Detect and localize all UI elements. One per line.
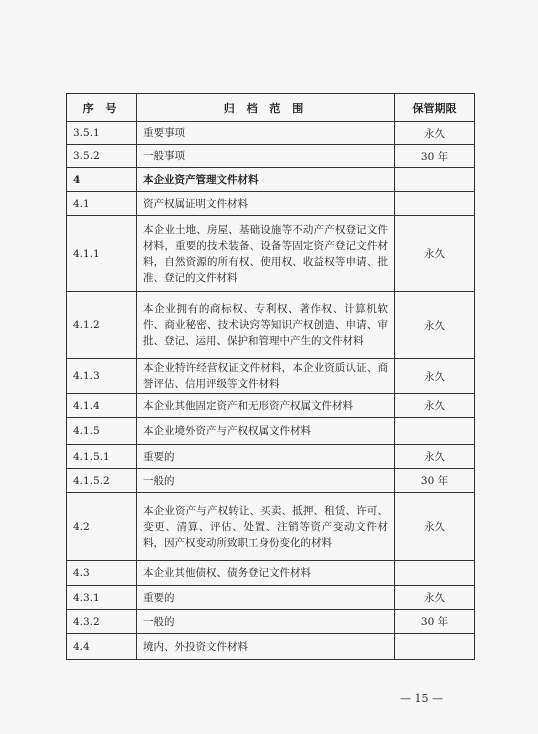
table-row <box>67 216 475 292</box>
row-scope: 一般的 <box>137 469 395 493</box>
table-header-row <box>67 94 475 122</box>
row-scope: 重要的 <box>137 445 395 469</box>
row-retention: 永久 <box>395 359 475 394</box>
row-scope: 一般事项 <box>137 145 395 168</box>
row-retention <box>395 561 475 586</box>
archive-scope-table <box>66 93 475 660</box>
row-retention: 永久 <box>395 394 475 418</box>
row-scope: 本企业土地、房屋、基础设施等不动产产权登记文件材料，重要的技术装备、设备等固定资产登记文件材料，自然资源的所有权、使用权、收益权等申请、批准、登记的文件材料 <box>137 216 395 292</box>
row-number: 4.1.2 <box>67 292 137 359</box>
row-number: 4.1.5.2 <box>67 469 137 493</box>
row-scope: 资产权属证明文件材料 <box>137 192 395 216</box>
row-number: 4.4 <box>67 634 137 660</box>
row-number: 4.3.2 <box>67 610 137 634</box>
page-number: — 15 — <box>400 692 443 705</box>
row-scope: 本企业特许经营权证文件材料，本企业资质认证、商誉评估、信用评级等文件材料 <box>137 359 395 394</box>
table-row <box>67 561 475 586</box>
table-row <box>67 168 475 192</box>
table-row <box>67 292 475 359</box>
row-retention: 永久 <box>395 586 475 610</box>
table-row <box>67 610 475 634</box>
row-scope: 本企业资产与产权转让、买卖、抵押、租赁、许可、变更、清算、评估、处置、注销等资产变动文件材料，因产权变动所致职工身份变化的材料 <box>137 493 395 561</box>
row-retention: 永久 <box>395 122 475 145</box>
row-number: 4.1 <box>67 192 137 216</box>
table-row <box>67 418 475 445</box>
row-number: 4 <box>67 168 137 192</box>
row-retention <box>395 418 475 445</box>
row-retention: 30 年 <box>395 469 475 493</box>
table-row <box>67 359 475 394</box>
row-number: 4.1.5 <box>67 418 137 445</box>
row-retention: 永久 <box>395 292 475 359</box>
row-number: 4.3 <box>67 561 137 586</box>
row-retention: 30 年 <box>395 610 475 634</box>
table-row <box>67 634 475 660</box>
table-row <box>67 493 475 561</box>
row-number: 4.1.1 <box>67 216 137 292</box>
table-row <box>67 586 475 610</box>
row-number: 3.5.1 <box>67 122 137 145</box>
row-scope: 本企业其他固定资产和无形资产权属文件材料 <box>137 394 395 418</box>
header-scope: 归 档 范 围 <box>137 94 395 122</box>
table-row <box>67 192 475 216</box>
row-number: 4.1.3 <box>67 359 137 394</box>
table-row <box>67 469 475 493</box>
table-row <box>67 394 475 418</box>
row-scope: 本企业拥有的商标权、专利权、著作权、计算机软件、商业秘密、技术诀窍等知识产权创造、申请、审批、登记、运用、保护和管理中产生的文件材料 <box>137 292 395 359</box>
row-scope: 重要的 <box>137 586 395 610</box>
row-number: 4.1.4 <box>67 394 137 418</box>
row-number: 4.2 <box>67 493 137 561</box>
row-retention <box>395 168 475 192</box>
row-scope: 本企业资产管理文件材料 <box>137 168 395 192</box>
table-row <box>67 122 475 145</box>
row-retention <box>395 192 475 216</box>
table-row <box>67 145 475 168</box>
row-number: 3.5.2 <box>67 145 137 168</box>
row-scope: 本企业其他债权、债务登记文件材料 <box>137 561 395 586</box>
row-retention: 永久 <box>395 493 475 561</box>
row-scope: 重要事项 <box>137 122 395 145</box>
table-body <box>67 122 475 660</box>
row-scope: 本企业境外资产与产权权属文件材料 <box>137 418 395 445</box>
row-retention: 30 年 <box>395 145 475 168</box>
row-retention <box>395 634 475 660</box>
row-retention: 永久 <box>395 445 475 469</box>
row-number: 4.1.5.1 <box>67 445 137 469</box>
row-retention: 永久 <box>395 216 475 292</box>
header-retention: 保管期限 <box>395 94 475 122</box>
row-scope: 境内、外投资文件材料 <box>137 634 395 660</box>
row-scope: 一般的 <box>137 610 395 634</box>
table-row <box>67 445 475 469</box>
row-number: 4.3.1 <box>67 586 137 610</box>
header-number: 序 号 <box>67 94 137 122</box>
